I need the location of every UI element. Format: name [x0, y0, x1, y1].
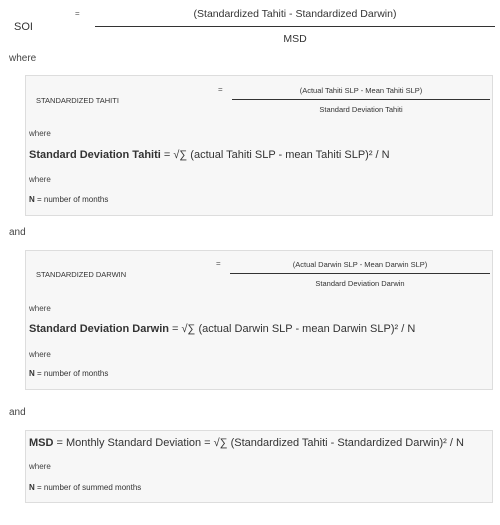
darwin-equals: =	[216, 259, 221, 268]
msd-n-def: = number of summed months	[34, 483, 142, 492]
darwin-numerator: (Actual Darwin SLP - Mean Darwin SLP)	[292, 260, 428, 269]
msd-formula: = Monthly Standard Deviation = √∑ (Standardized Tahiti - Standardized Darwin)² / N	[53, 437, 464, 449]
tahiti-numerator: (Actual Tahiti SLP - Mean Tahiti SLP)	[299, 86, 423, 95]
darwin-label: STANDARDIZED DARWIN	[36, 270, 127, 279]
darwin-where-a: where	[29, 304, 51, 313]
soi-equals: =	[75, 9, 80, 18]
msd-term: MSD	[29, 437, 54, 449]
darwin-box	[25, 250, 493, 390]
tahiti-box	[25, 75, 493, 216]
soi-label: SOI	[14, 21, 33, 33]
msd-box	[25, 430, 493, 503]
tahiti-where-b: where	[29, 175, 51, 184]
darwin-sd-term: Standard Deviation Darwin	[29, 323, 169, 335]
soi-denominator: MSD	[283, 33, 307, 45]
msd-line	[29, 437, 464, 449]
msd-n-term: N	[29, 483, 35, 492]
msd-n-line	[29, 483, 141, 492]
darwin-where-b: where	[29, 350, 51, 359]
tahiti-fraction-bar	[232, 99, 490, 100]
msd-where: where	[29, 462, 51, 471]
darwin-n-term: N	[29, 369, 35, 378]
tahiti-n-def: = number of months	[34, 195, 109, 204]
darwin-sd-line	[29, 323, 415, 335]
tahiti-where-a: where	[29, 129, 51, 138]
darwin-n-def: = number of months	[34, 369, 109, 378]
and-label-2: and	[9, 407, 26, 418]
darwin-denominator: Standard Deviation Darwin	[315, 279, 405, 288]
darwin-fraction-bar	[230, 273, 490, 274]
tahiti-denominator: Standard Deviation Tahiti	[319, 105, 403, 114]
soi-numerator: (Standardized Tahiti - Standardized Darwin)	[193, 8, 397, 20]
tahiti-sd-line	[29, 149, 390, 161]
tahiti-sd-term: Standard Deviation Tahiti	[29, 149, 161, 161]
darwin-sd-formula: = √∑ (actual Darwin SLP - mean Darwin SLP)² / N	[168, 323, 416, 335]
tahiti-label: STANDARDIZED TAHITI	[36, 96, 119, 105]
tahiti-sd-formula: = √∑ (actual Tahiti SLP - mean Tahiti SLP)² / N	[160, 149, 390, 161]
tahiti-n-line	[29, 195, 108, 204]
tahiti-n-term: N	[29, 195, 35, 204]
soi-fraction-bar	[95, 26, 495, 27]
where-label: where	[9, 53, 37, 64]
tahiti-equals: =	[218, 85, 223, 94]
and-label-1: and	[9, 227, 26, 238]
darwin-n-line	[29, 369, 108, 378]
